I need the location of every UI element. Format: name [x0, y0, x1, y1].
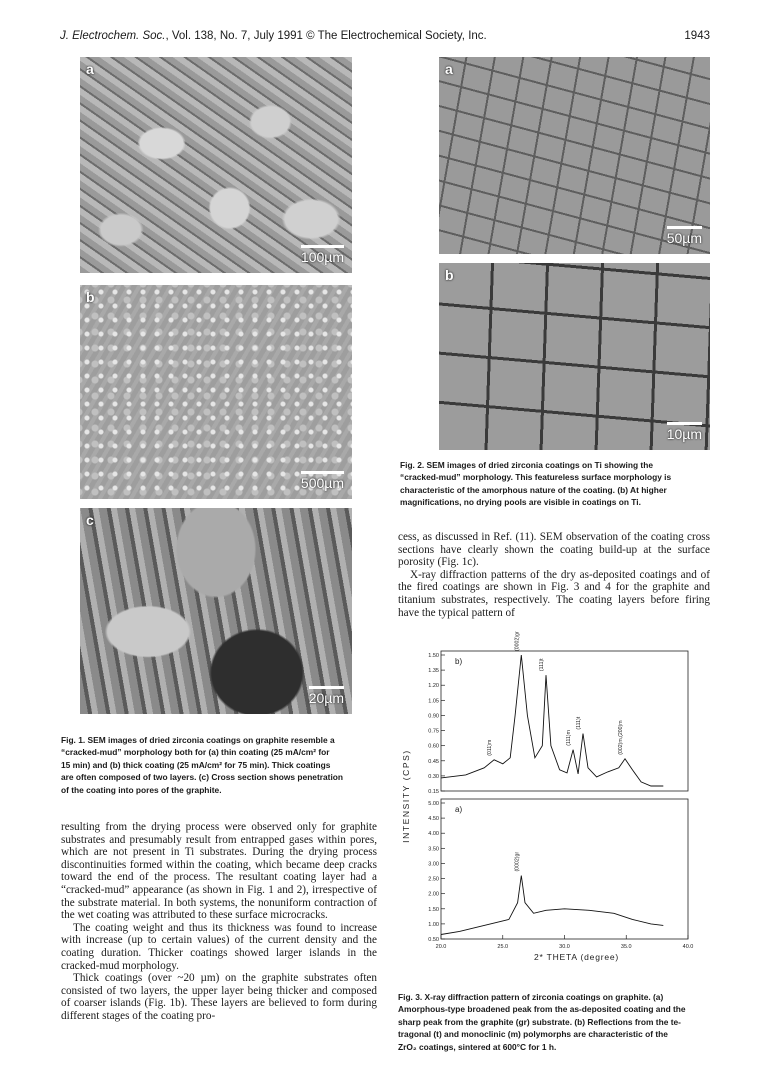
caption-line: magnifications, no drying pools are visible in coatings on Ti. [400, 497, 641, 508]
scale-bar: 100µm [300, 249, 344, 265]
page-number: 1943 [684, 30, 710, 42]
peak-label: (002)m,(200)m [618, 720, 625, 755]
journal-name: J. Electrochem. Soc. [60, 30, 166, 42]
caption-line: Fig. 2. SEM images of dried zirconia coatings on Ti showing the [400, 460, 653, 470]
y-tick-label: 1.20 [428, 683, 439, 690]
caption-line: sharp peak from the graphite (gr) substrate. (b) Reflections from the te- [398, 1016, 681, 1027]
panel-letter: a [86, 61, 94, 77]
y-tick-label: 2.50 [428, 876, 439, 883]
x-tick-label: 25.0 [497, 944, 509, 950]
peak-label: (0002)gr [514, 851, 521, 872]
peak-label: (111)m [566, 730, 573, 746]
scale-bar: 20µm [308, 690, 344, 706]
paragraph: The coating weight and thus its thickness was found to increase with increase (up to certain values) of the current density and the coating duration. Thicker coatings showed larger islands in the cracked-mud morphology. [61, 921, 377, 972]
caption-line: Fig. 1. SEM images of dried zirconia coatings on graphite resemble a [61, 735, 335, 745]
caption-line: tragonal (t) and monoclinic (m) polymorphs are characteristic of the [398, 1029, 668, 1040]
x-tick-label: 40.0 [682, 944, 694, 950]
scale-bar: 500µm [300, 475, 344, 491]
journal-details: , Vol. 138, No. 7, July 1991 © The Electrochemical Society, Inc. [165, 30, 487, 42]
y-tick-label: 1.35 [428, 668, 439, 675]
panel-frame [441, 799, 688, 939]
caption-line: of the coating into pores of the graphite. [61, 784, 222, 795]
fig3-caption [398, 991, 716, 1053]
scale-bar: 10µm [666, 426, 702, 442]
panel-letter: b [86, 289, 95, 305]
x-tick-label: 35.0 [620, 944, 632, 950]
panel-letter: b [445, 267, 454, 283]
xrd-chart [396, 631, 716, 981]
caption-line: 15 min) and (b) thick coating (25 mA/cm² for 75 min). Thick coatings [61, 759, 331, 770]
fig2-caption [400, 459, 710, 509]
y-tick-label: 0.30 [428, 773, 439, 780]
caption-line: Fig. 3. X-ray diffraction pattern of zirconia coatings on graphite. (a) [398, 992, 664, 1002]
y-tick-label: 2.00 [428, 891, 439, 898]
panel-letter: c [86, 512, 94, 528]
y-tick-label: 0.45 [428, 758, 439, 765]
panel-label: b) [455, 657, 463, 666]
fig2-panel-b [439, 263, 710, 450]
journal-citation [60, 30, 487, 42]
scale-bar: 50µm [666, 230, 702, 246]
paragraph: resulting from the drying process were observed only for graphite substrates and presumably result from entrapped gases within pores, which are not present in Ti substrates. During the drying process discontinuities formed within the coating, which became deep cracks toward the end of the process. The resultant coating layer had a “cracked-mud” appearance (as shown in Fig. 1 and 2), irrespective of the substrate material. In both systems, the nonuniform contraction of the wet coating was attributed to these surface microcracks. [61, 821, 377, 922]
y-tick-label: 1.50 [428, 906, 439, 913]
y-tick-label: 4.00 [428, 831, 439, 838]
chart-ticks [428, 653, 693, 950]
caption-line: ZrO₂ coatings, sintered at 600°C for 1 h. [398, 1041, 557, 1052]
chart-axes [441, 651, 688, 939]
fig1-panel-b [80, 285, 352, 499]
panel-label: a) [455, 805, 463, 814]
y-tick-label: 4.50 [428, 816, 439, 823]
caption-line: are often composed of two layers. (c) Cross section shows penetration [61, 772, 344, 783]
xrd-trace [441, 876, 663, 935]
fig2-panel-a [439, 57, 710, 254]
y-tick-label: 1.05 [428, 698, 439, 705]
xrd-trace [441, 655, 663, 786]
x-tick-label: 30.0 [559, 944, 570, 950]
paragraph: cess, as discussed in Ref. (11). SEM observation of the coating cross sections have clearly shown the coating build-up at the surface porosity (Fig. 1c). [398, 531, 710, 569]
peak-label: (0002)gr [514, 631, 521, 651]
page-header [60, 30, 710, 48]
y-tick-label: 0.90 [428, 713, 439, 720]
caption-line: characteristic of the amorphous nature of the coating. (b) At higher [400, 484, 667, 495]
fig1-panel-c [80, 508, 352, 714]
y-tick-label: 3.50 [428, 846, 439, 853]
peak-label: (011)m [487, 739, 494, 756]
y-tick-label: 1.50 [428, 653, 439, 659]
panel-letter: a [445, 61, 453, 77]
fig1-caption [61, 734, 373, 796]
x-axis-label: 2* THETA (degree) [533, 952, 620, 962]
caption-line: “cracked-mud” morphology both for (a) thin coating (25 mA/cm² for [61, 747, 330, 758]
y-tick-label: 1.00 [428, 921, 439, 928]
caption-line: Amorphous-type broadened peak from the as-deposited coating and the [398, 1004, 686, 1015]
left-column-text [61, 821, 377, 1023]
y-tick-label: 0.60 [428, 743, 439, 750]
y-tick-label: 3.00 [428, 861, 439, 868]
right-column-text [398, 531, 710, 619]
paragraph: X-ray diffraction patterns of the dry as-deposited coatings and of the fired coatings are shown in Fig. 3 and 4 for the graphite and titanium substrates, respectively. The coating layers before firing have the typical pattern of [398, 568, 710, 619]
caption-line: “cracked-mud” morphology. This featureless surface morphology is [400, 472, 672, 483]
chart-series [441, 655, 663, 935]
peak-label: (111)t [576, 716, 583, 730]
peak-label: (111)t [538, 658, 545, 672]
y-tick-label: 0.50 [428, 937, 439, 943]
paragraph: Thick coatings (over ~20 µm) on the graphite substrates often consisted of two layers, the upper layer being thicker and composed of coarser islands (Fig. 1b). These layers are believed to form during different stages of the coating pro- [61, 972, 377, 1022]
y-tick-label: 0.15 [428, 789, 439, 795]
y-axis-label: INTENSITY (CPS) [401, 749, 411, 843]
y-tick-label: 5.00 [428, 801, 439, 807]
fig1-panel-a [80, 57, 352, 273]
x-tick-label: 20.0 [435, 944, 447, 950]
y-tick-label: 0.75 [428, 728, 439, 735]
